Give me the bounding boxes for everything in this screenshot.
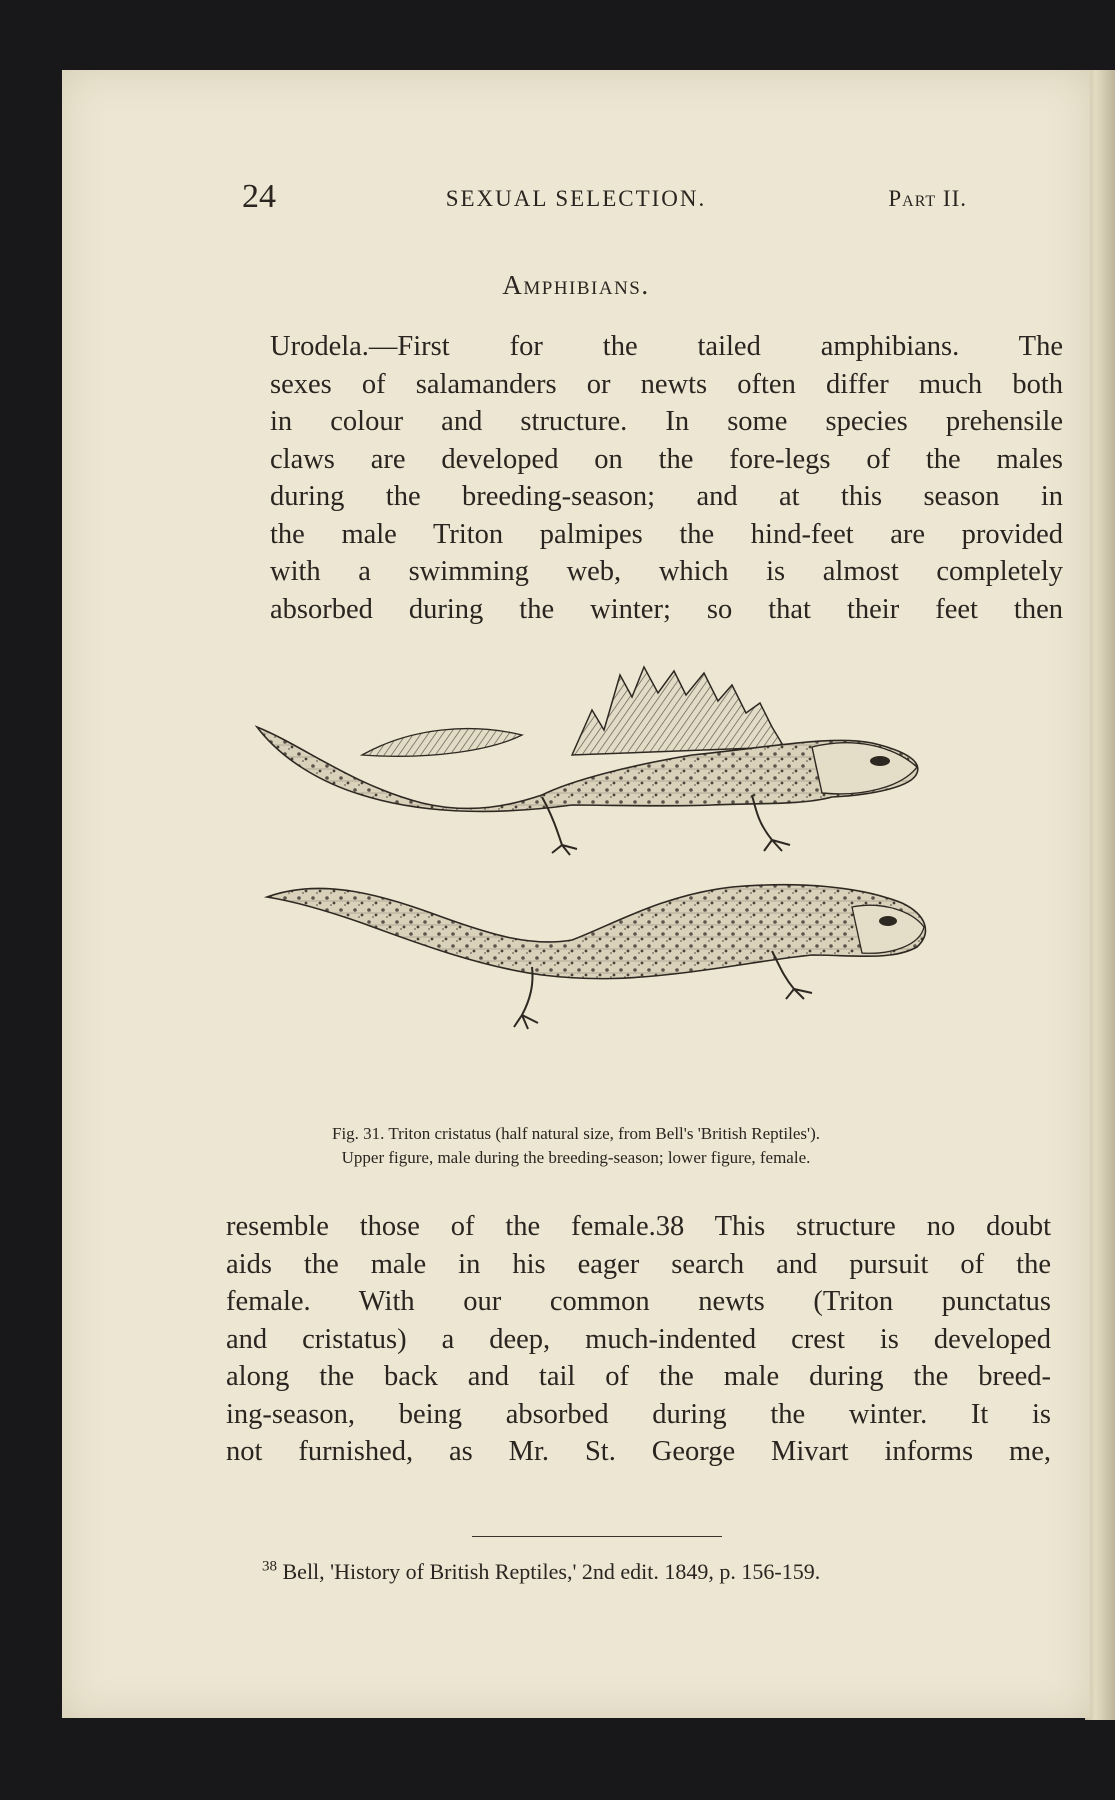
- caption-line-2: Upper figure, male during the breeding-season; lower figure, female.: [341, 1148, 811, 1167]
- text-line: and cristatus) a deep, much-indented crest is developed: [226, 1323, 1051, 1355]
- book-page: [62, 70, 1090, 1718]
- text-line: with a swimming web, which is almost completely: [270, 556, 1063, 587]
- text-line: sexes of salamanders or newts often differ much both: [270, 368, 1063, 400]
- text-line: in colour and structure. In some species prehensile: [270, 406, 1063, 437]
- male-newt: [257, 667, 918, 855]
- text-line: during the breeding-season; and at this season in: [270, 481, 1063, 512]
- paragraph-1: [238, 328, 1063, 628]
- footnote-rule: [472, 1536, 722, 1537]
- text-line: absorbed during the winter; so that their feet then: [270, 593, 1063, 625]
- figure-triton-cristatus: [212, 655, 1072, 1175]
- footnote-text: Bell, 'History of British Reptiles,' 2nd edit. 1849, p. 156-159.: [282, 1559, 821, 1584]
- text-line: ing-season, being absorbed during the winter. It is: [226, 1398, 1051, 1430]
- paragraph-2: [226, 1208, 1051, 1471]
- text-line: the male Triton palmipes the hind-feet are provided: [270, 518, 1063, 550]
- footnote: [262, 1557, 1052, 1587]
- text-line: aids the male in his eager search and pursuit of the: [226, 1248, 1051, 1280]
- text-line: resemble those of the female.38 This structure no doubt: [226, 1211, 1051, 1242]
- page-number: 24: [242, 178, 276, 215]
- text-line: along the back and tail of the male during the breed-: [226, 1361, 1051, 1392]
- text-line: female. With our common newts (Triton punctatus: [226, 1286, 1051, 1317]
- female-newt: [267, 885, 925, 1029]
- text-line: Urodela.—First for the tailed amphibians. The: [270, 331, 1063, 362]
- part-label: Part II.: [888, 186, 967, 211]
- running-head: [62, 178, 1090, 218]
- caption-line-1: Fig. 31. Triton cristatus (half natural size, from Bell's 'British Reptiles').: [332, 1124, 820, 1143]
- figure-caption: [62, 1122, 1090, 1170]
- text-line: claws are developed on the fore-legs of the males: [270, 443, 1063, 475]
- text-line: not furnished, as Mr. St. George Mivart informs me,: [226, 1436, 1051, 1467]
- section-heading: Amphibians.: [502, 270, 650, 300]
- running-title: SEXUAL SELECTION.: [445, 186, 707, 211]
- newt-illustration: [212, 655, 1072, 1115]
- footnote-marker: 38: [262, 1558, 277, 1575]
